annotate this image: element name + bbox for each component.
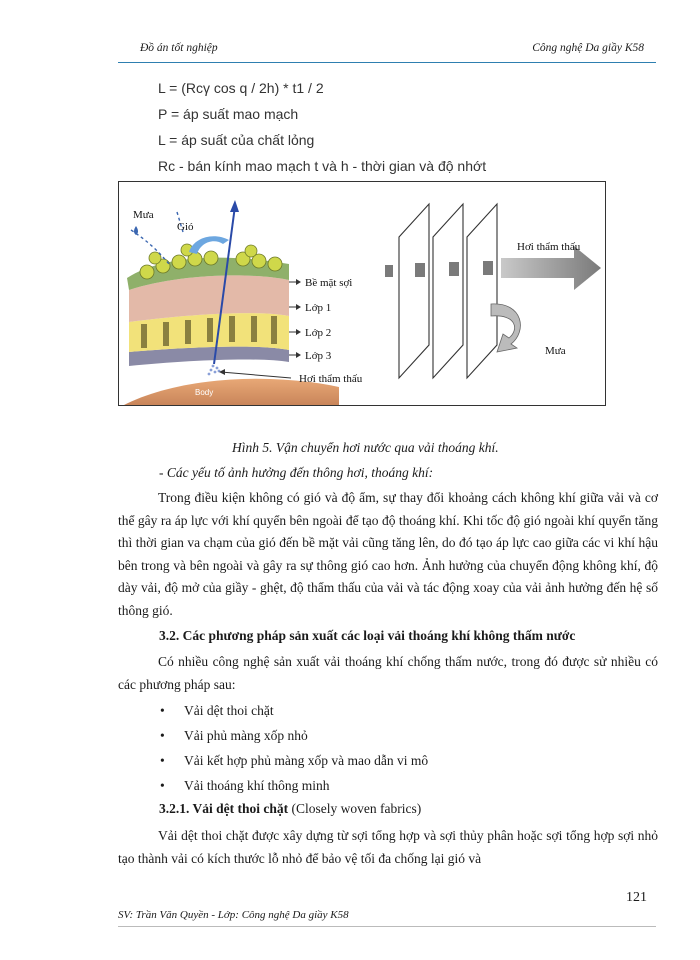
fiber-ball: [204, 251, 218, 265]
layer-2-pillar: [163, 322, 169, 346]
paragraph-ventilation: Trong điều kiện không có gió và độ ẩm, sự thay đổi khoảng cách không khí giữa vải và cơ thể gây ra áp lực với khí quyển bên ngoài để tạo độ thoáng khí. Khi tốc độ gió ngoài khí quyển tăng thì thời gian va chạm của gió đến bề mặt vải cũng tăng lên, do đó tạo áp lực cao giữa các vi khí hậu bên trong và bên ngoài và gây ra sự thông gió cao hơn. Ảnh hưởng của chuyển động không khí, độ dày vải, độ mở của giầy - ghệt, độ thẩm thấu của vải và tác động xoay của vải ảnh hưởng đến hệ số thông gió.: [118, 490, 658, 618]
list-item-text: Vải thoáng khí thông minh: [184, 778, 330, 793]
label-vapor-left: Hơi thẩm thấu: [299, 373, 363, 385]
arrowhead-icon: [230, 200, 239, 212]
page-header: [118, 40, 656, 63]
fabric-panel-2: [433, 204, 463, 378]
layer-2-pillar: [229, 316, 235, 342]
page-number: 121: [626, 890, 647, 905]
figure-vapor-transport: [118, 181, 606, 406]
formula-line-1: L = (Rcγ cos q / 2h) * t1 / 2: [158, 80, 324, 96]
list-item: • Vải phủ màng xốp nhỏ: [160, 728, 308, 743]
label-wind: Gió: [177, 221, 194, 233]
formula-line-2: P = áp suất mao mạch: [158, 106, 299, 122]
fiber-ball: [268, 257, 282, 271]
label-rain: Mưa: [133, 209, 154, 221]
fiber-ball: [172, 255, 186, 269]
pointer-arrow-icon: [296, 279, 301, 285]
vapor-segment: [385, 265, 393, 277]
list-item: • Vải kết hợp phủ màng xốp và mao dẫn vi mô: [160, 753, 429, 768]
layer-2-pillar: [207, 318, 213, 342]
fabric-panel-3: [467, 204, 497, 378]
fiber-ball: [140, 265, 154, 279]
fiber-ball: [245, 245, 257, 257]
pointer-arrow-icon: [296, 329, 301, 335]
layer-2-pillar: [141, 324, 147, 348]
vapor-segment: [449, 262, 459, 276]
list-item-text: Vải phủ màng xốp nhỏ: [184, 728, 308, 743]
label-body: Body: [195, 388, 214, 397]
paragraph-closely-woven: Vải dệt thoi chặt được xây dựng từ sợi tổng hợp và sợi thủy phân hoặc sợi tổng hợp sợi nhỏ tạo thành vải có kích thước lỗ nhỏ để bảo vệ tối đa chống lại gió và: [118, 828, 658, 866]
paragraph-methods-intro: Có nhiều công nghệ sản xuất vải thoáng khí chống thấm nước, trong đó được sử nhiều có các phương pháp sau:: [118, 654, 658, 692]
label-layer-2: Lớp 2: [305, 327, 332, 339]
fabric-panel-1: [399, 204, 429, 378]
header-left: Đồ án tốt nghiệp: [140, 42, 218, 54]
pointer-arrow-icon: [296, 352, 301, 358]
subheading-factors: - Các yếu tố ảnh hưởng đến thông hơi, thoáng khí:: [159, 465, 434, 480]
pointer-arrow-icon: [296, 304, 301, 310]
figure-illustration: [119, 182, 605, 405]
label-layer-3: Lớp 3: [305, 350, 332, 362]
vapor-segment: [483, 261, 493, 275]
label-fiber-surface: Bề mặt sợi: [305, 277, 353, 289]
section-heading-3-2: 3.2. Các phương pháp sản xuất các loại vải thoáng khí không thấm nước: [159, 628, 576, 643]
subsection-english: (Closely woven fabrics): [288, 801, 422, 816]
formula-line-4: Rc - bán kính mao mạch t và h - thời gian và độ nhớt: [158, 158, 487, 174]
list-item-text: Vải dệt thoi chặt: [184, 703, 274, 718]
footer-divider: [118, 926, 656, 927]
label-layer-1: Lớp 1: [305, 302, 332, 314]
layer-2-pillar: [271, 316, 277, 344]
vapor-segment: [415, 263, 425, 277]
list-item: • Vải thoáng khí thông minh: [160, 778, 330, 793]
label-rain-right: Mưa: [545, 345, 566, 357]
layer-2-pillar: [251, 316, 257, 342]
subsection-title: 3.2.1. Vải dệt thoi chặt: [159, 801, 289, 816]
figure-caption: Hình 5. Vận chuyển hơi nước qua vải thoáng khí.: [232, 440, 499, 455]
subsection-heading-3-2-1: [159, 801, 421, 817]
list-item: • Vải dệt thoi chặt: [160, 703, 274, 718]
header-right: Công nghệ Da giầy K58: [532, 42, 644, 54]
label-vapor-right: Hơi thẩm thấu: [517, 241, 581, 253]
pointer-arrow-icon: [219, 369, 225, 375]
formula-line-3: L = áp suất của chất lỏng: [158, 132, 315, 148]
page-footer: SV: Trần Văn Quyền - Lớp: Công nghệ Da giầy K58: [118, 909, 349, 921]
list-item-text: Vải kết hợp phủ màng xốp và mao dẫn vi mô: [184, 753, 429, 768]
layer-2-pillar: [185, 320, 191, 344]
